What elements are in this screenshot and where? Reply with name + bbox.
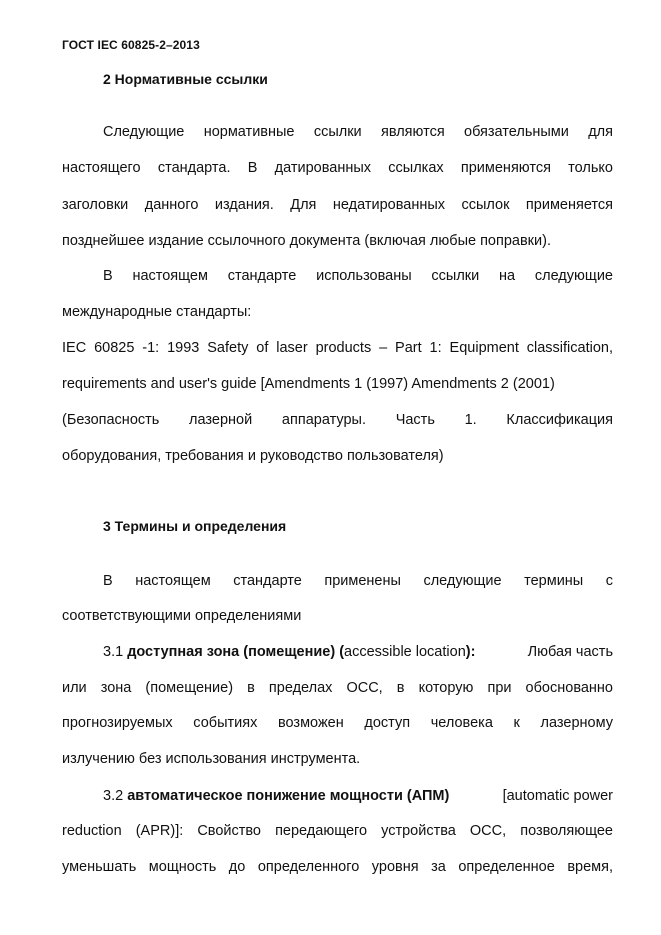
- reference-line-2: requirements and user's guide [Amendments 1 (1997) Amendments 2 (2001): [62, 376, 555, 392]
- term-3-2-line-2: reduction (APR)]: Свойство передающего устройства ОСС, позволяющее: [62, 823, 613, 839]
- s3-intro-line-2: соответствующими определениями: [62, 608, 302, 624]
- reference-line-4: оборудования, требования и руководство пользователя): [62, 448, 444, 464]
- s2-p2-line-1: В настоящем стандарте использованы ссылки на следующие: [103, 268, 613, 284]
- term-3-2-line-1: [103, 786, 613, 806]
- term-3-1-rest: Любая часть: [527, 644, 613, 660]
- term-3-1-title: доступная зона (помещение) (: [127, 644, 345, 660]
- s2-p1-line-3: заголовки данного издания. Для недатированных ссылок применяется: [62, 197, 613, 213]
- term-3-2-line-3: уменьшать мощность до определенного уровня за определенное время,: [62, 859, 613, 875]
- term-3-1-line-4: излучению без использования инструмента.: [62, 751, 361, 767]
- term-3-1-number: 3.1: [103, 644, 128, 660]
- term-3-2-rest: [automatic power: [502, 788, 613, 804]
- term-3-1-line-2: или зона (помещение) в пределах ОСС, в которую при обоснованно: [62, 680, 613, 696]
- term-3-1-english: accessible location: [344, 644, 466, 660]
- term-3-1-line-3: прогнозируемых событиях возможен доступ человека к лазерному: [62, 715, 613, 731]
- s2-p1-line-1: Следующие нормативные ссылки являются обязательными для: [103, 124, 613, 140]
- section-2-heading: 2 Нормативные ссылки: [103, 71, 268, 87]
- reference-line-1: IEC 60825 -1: 1993 Safety of laser products – Part 1: Equipment classification,: [62, 340, 613, 356]
- s2-p1-line-4: позднейшее издание ссылочного документа (включая любые поправки).: [62, 233, 551, 249]
- reference-line-3: (Безопасность лазерной аппаратуры. Часть 1. Классификация: [62, 412, 613, 428]
- term-3-1-close: ):: [465, 644, 476, 660]
- term-3-2-title: автоматическое понижение мощности (АПМ): [127, 788, 450, 804]
- term-3-1-head: [103, 642, 475, 662]
- s2-p1-line-2: настоящего стандарта. В датированных ссылках применяются только: [62, 160, 613, 176]
- term-3-1-line-1: [103, 642, 613, 662]
- section-3-heading: 3 Термины и определения: [103, 518, 287, 534]
- s2-p2-line-2: международные стандарты:: [62, 304, 252, 320]
- s3-intro-line-1: В настоящем стандарте применены следующие термины с: [103, 573, 613, 589]
- document-header: ГОСТ IEC 60825-2–2013: [62, 38, 200, 52]
- term-3-2-number: 3.2: [103, 788, 128, 804]
- term-3-2-head: [103, 786, 449, 806]
